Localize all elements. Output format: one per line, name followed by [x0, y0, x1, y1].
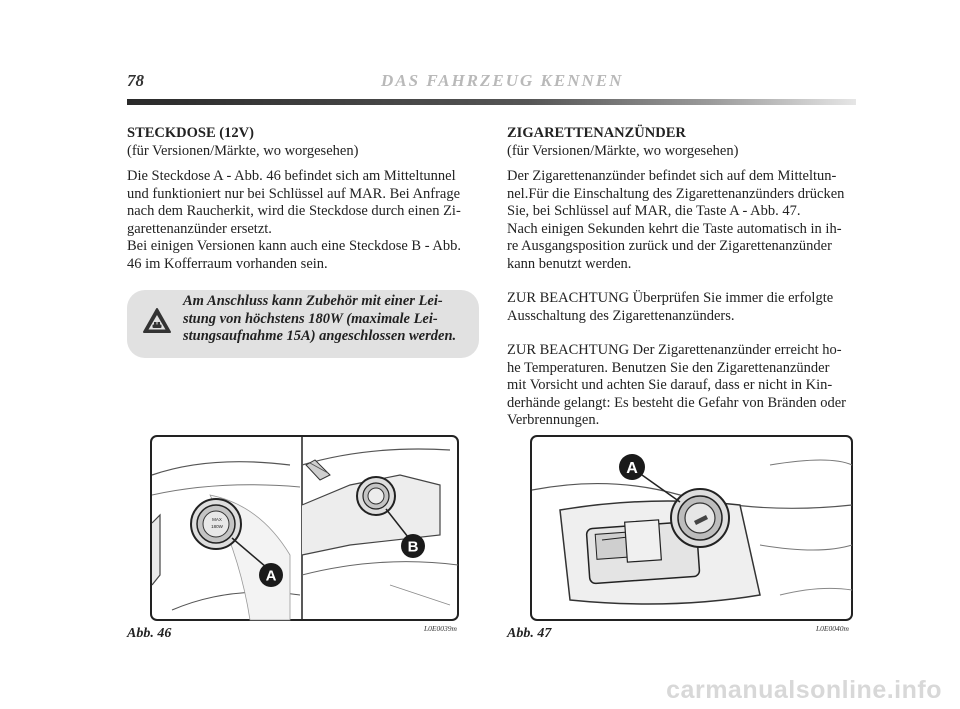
figure-46-illustration [150, 435, 459, 621]
note2-line-4: derhände gelangt: Es besteht die Gefahr von Bränden oder [507, 394, 847, 411]
figure-47-caption: Abb. 47 [507, 626, 552, 641]
header-rule [127, 99, 856, 105]
anzuender-line-4: Nach einigen Sekunden kehrt die Taste automatisch in ih- [507, 220, 842, 237]
note2-line-5: Verbrennungen. [507, 412, 600, 428]
steckdose-subtitle: (für Versionen/Märkte, wo worgesehen) [127, 142, 359, 159]
figure-46-code: L0E0039m [424, 624, 457, 633]
socket-a-max-text: MAX [212, 517, 222, 522]
note2-line-3: mit Vorsicht und achten Sie darauf, dass er nicht in Kin- [507, 377, 833, 393]
warning-triangle-icon [142, 307, 172, 335]
note1-line-1: ZUR BEACHTUNG Überprüfen Sie immer die erfolgte [507, 290, 834, 306]
warning-box [127, 290, 479, 358]
warning-text [183, 293, 465, 346]
figure-46-caption: Abb. 46 [127, 626, 172, 641]
warning-line-1: Am Anschluss kann Zubehör mit einer Lei- [183, 293, 443, 309]
figure46-label-a: A [265, 567, 277, 585]
note2-line-1: ZUR BEACHTUNG Der Zigarettenanzünder erreicht ho- [507, 342, 842, 358]
page-number: 78 [127, 71, 144, 90]
anzuender-line-3: Sie, bei Schlüssel auf MAR, die Taste A - Abb. 47. [507, 203, 801, 219]
steckdose-line-5: Bei einigen Versionen kann auch eine Steckdose B - Abb. [127, 238, 461, 254]
steckdose-heading: STECKDOSE (12V) [127, 125, 254, 141]
figure-47-illustration [530, 435, 853, 621]
zigarettenanzuender-subtitle: (für Versionen/Märkte, wo worgesehen) [507, 142, 739, 159]
steckdose-line-6: 46 im Kofferraum vorhanden sein. [127, 255, 328, 272]
anzuender-line-5: re Ausgangsposition zurück und der Zigarettenanzünder [507, 238, 832, 254]
note2-line-2: he Temperaturen. Benutzen Sie den Zigarettenanzünder [507, 359, 830, 376]
figure-47-code: L0E0040m [816, 624, 849, 633]
warning-line-2: stung von höchstens 180W (maximale Lei- [183, 310, 438, 327]
steckdose-line-4: garettenanzünder ersetzt. [127, 220, 272, 237]
figure47-label-a: A [626, 460, 638, 477]
socket-a-watt-text: 180W [211, 524, 223, 529]
left-column [127, 125, 483, 273]
figure46-label-b: B [407, 538, 419, 556]
right-column [507, 125, 863, 430]
note1-line-2: Ausschaltung des Zigarettenanzünders. [507, 307, 735, 324]
anzuender-line-2: nel.Für die Einschaltung des Zigarettenanzünders drücken [507, 185, 845, 202]
steckdose-line-3: nach dem Raucherkit, wird die Steckdose durch einen Zi- [127, 203, 461, 219]
zigarettenanzuender-heading: ZIGARETTENANZÜNDER [507, 125, 686, 141]
running-header: DAS FAHRZEUG KENNEN [381, 71, 624, 90]
anzuender-line-1: Der Zigarettenanzünder befindet sich auf dem Mitteltun- [507, 168, 837, 184]
site-watermark: carmanualsonline.info [666, 676, 942, 704]
warning-line-3: stungsaufnahme 15A) angeschlossen werden. [183, 328, 457, 344]
steckdose-line-2: und funktioniert nur bei Schlüssel auf MAR. Bei Anfrage [127, 185, 461, 202]
steckdose-line-1: Die Steckdose A - Abb. 46 befindet sich am Mitteltunnel [127, 168, 456, 184]
anzuender-line-6: kann benutzt werden. [507, 255, 632, 272]
